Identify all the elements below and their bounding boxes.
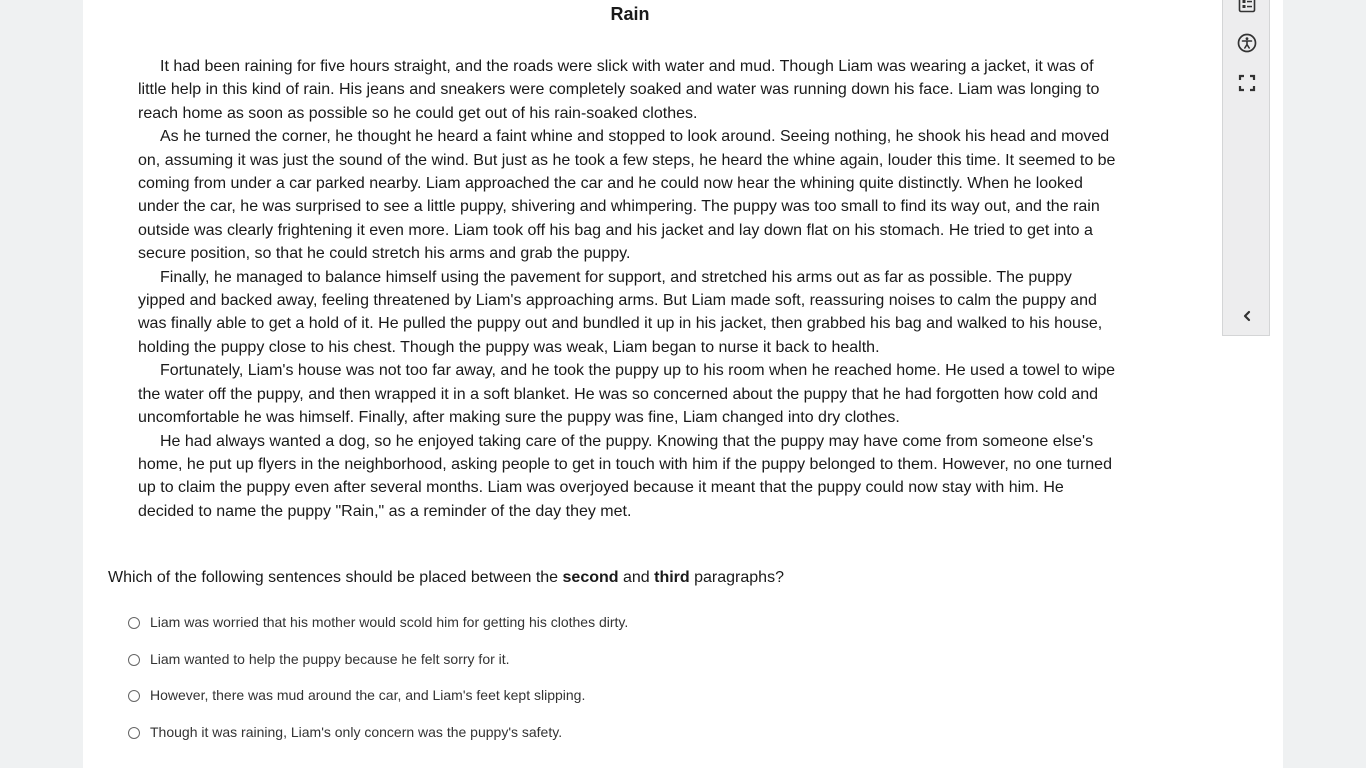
accessibility-icon[interactable]	[1236, 32, 1258, 54]
answer-option-2[interactable]	[127, 649, 628, 686]
question-middle: and	[618, 569, 655, 586]
passage-paragraph: Fortunately, Liam's house was not too far away, and he took the puppy up to his room when he reached home. He used a towel to wipe the water off the puppy, and then wrapped it in a soft blanket. He was so concerned about the puppy that he had forgotten how cold and uncomfortable he was himself. Finally, after making sure the puppy was fine, Liam changed into dry clothes.	[138, 362, 1116, 427]
answer-option-1[interactable]	[127, 612, 628, 649]
radio-button[interactable]	[128, 727, 140, 739]
passage-title: Rain	[610, 4, 650, 24]
question-bold-second: second	[562, 569, 619, 586]
answer-options	[127, 612, 628, 759]
passage-paragraph: As he turned the corner, he thought he heard a faint whine and stopped to look around. Seeing nothing, he shook his head and moved on, assuming it was just the sound of the wind. But just as he took a few steps, he heard the whine again, louder this time. It seemed to be coming from under a car parked nearby. Liam approached the car and he could now hear the whining quite distinctly. When he looked under the car, he was surprised to see a little puppy, shivering and whimpering. The puppy was too small to find its way out, and the rain outside was clearly frightening it even more. Liam took off his bag and his jacket and lay down flat on his stomach. He tried to get into a secure position, so that he could stretch his arms and grab the puppy.	[138, 128, 1116, 263]
answer-option-label[interactable]: Liam was worried that his mother would scold him for getting his clothes dirty.	[150, 614, 629, 630]
question-prefix: Which of the following sentences should be placed between the	[108, 569, 563, 586]
passage-paragraph: Finally, he managed to balance himself using the pavement for support, and stretched his arms out as far as possible. The puppy yipped and backed away, feeling threatened by Liam's approaching arms. But Liam made soft, reassuring noises to calm the puppy and was finally able to get a hold of it. He pulled the puppy out and bundled it up in his jacket, then grabbed his bag and walked to his house, holding the puppy close to his chest. Though the puppy was weak, Liam began to nurse it back to health.	[138, 268, 1103, 356]
question-prompt	[108, 567, 784, 589]
answer-option-4[interactable]	[127, 722, 628, 759]
tools-sidebar	[1222, 0, 1270, 336]
passage-paragraph: He had always wanted a dog, so he enjoyed taking care of the puppy. Knowing that the puppy may have come from someone else's home, he put up flyers in the neighborhood, asking people to get in touch with him if the puppy belonged to them. However, no one turned up to claim the puppy even after several months. Liam was overjoyed because it meant that the puppy could now stay with him. He decided to name the puppy "Rain," as a reminder of the day they met.	[138, 432, 1112, 520]
radio-button[interactable]	[128, 654, 140, 666]
passage-paragraph: It had been raining for five hours straight, and the roads were slick with water and mud. Though Liam was wearing a jacket, it was of little help in this kind of rain. His jeans and sneakers were completely soaked and water was running down his face. Liam was longing to reach home as soon as possible so he could get out of his rain-soaked clothes.	[138, 58, 1100, 122]
answer-option-3[interactable]	[127, 685, 628, 722]
answer-option-label[interactable]: However, there was mud around the car, and Liam's feet kept slipping.	[150, 687, 586, 704]
radio-button[interactable]	[128, 690, 140, 702]
chevron-left-icon[interactable]	[1236, 305, 1258, 327]
passage-body	[138, 55, 1120, 523]
content-card	[83, 0, 1283, 768]
question-suffix: paragraphs?	[689, 569, 784, 586]
answer-option-label[interactable]: Though it was raining, Liam's only concern was the puppy's safety.	[150, 724, 563, 741]
notes-list-icon[interactable]	[1236, 0, 1258, 15]
question-bold-third: third	[654, 569, 690, 586]
radio-button[interactable]	[128, 617, 140, 629]
answer-option-label[interactable]: Liam wanted to help the puppy because he felt sorry for it.	[150, 650, 510, 667]
fullscreen-icon[interactable]	[1236, 72, 1258, 94]
